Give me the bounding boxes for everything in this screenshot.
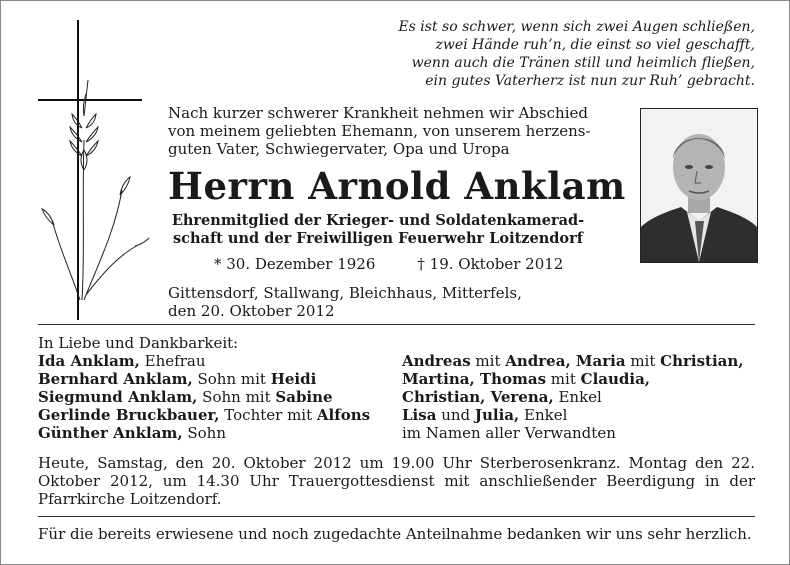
cross-with-wheat-icon xyxy=(30,20,160,320)
mourner-name: Sabine xyxy=(275,388,333,406)
portrait-photo xyxy=(640,108,758,263)
mourner-line xyxy=(402,352,744,370)
place-date xyxy=(168,284,522,320)
mourner-relation: und xyxy=(436,406,475,424)
life-dates xyxy=(214,255,563,273)
mourners-right xyxy=(402,352,744,442)
mourners-left xyxy=(38,334,370,442)
mourner-relation: im Namen aller Verwandten xyxy=(402,424,616,442)
service-info: Heute, Samstag, den 20. Oktober 2012 um 19.00 Uhr Sterberosenkranz. Montag den 22. Oktober 2012, um 14.30 Uhr Trauergottesdienst mit anschließender Beerdigung in der Pfarrkirche Loitzendorf. xyxy=(38,454,755,508)
mourner-name: Alfons xyxy=(316,406,371,424)
mourner-line xyxy=(38,370,370,388)
mourner-name: Lisa xyxy=(402,406,437,424)
death-date: † 19. Oktober 2012 xyxy=(417,255,564,273)
mourner-relation: Ehefrau xyxy=(139,352,206,370)
birth-date: * 30. Dezember 1926 xyxy=(214,255,376,273)
mourner-name: Ida Anklam, xyxy=(38,352,140,370)
intro-text xyxy=(168,104,591,158)
mourner-line xyxy=(402,406,744,424)
mourner-name: Martina, Thomas xyxy=(402,370,547,388)
mourner-relation: Sohn mit xyxy=(197,388,276,406)
mourner-name: Bernhard Anklam, xyxy=(38,370,193,388)
mourner-line xyxy=(38,406,370,424)
mourner-relation: Enkel xyxy=(519,406,568,424)
mourner-line xyxy=(38,352,370,370)
deceased-name: Herrn Arnold Anklam xyxy=(168,164,626,208)
divider xyxy=(38,324,755,325)
mourner-relation: mit xyxy=(470,352,506,370)
mourner-name: Christian, xyxy=(660,352,744,370)
poem-line: ein gutes Vaterherz ist nun zur Ruh’ gebracht. xyxy=(425,73,755,89)
mourner-relation: mit xyxy=(625,352,661,370)
intro-line: guten Vater, Schwiegervater, Opa und Uropa xyxy=(168,140,510,158)
honor-line: Ehrenmitglied der Krieger- und Soldatenkamerad- xyxy=(171,212,585,229)
honor-line: schaft und der Freiwilligen Feuerwehr Loitzendorf xyxy=(173,230,583,247)
mourner-relation: mit xyxy=(546,370,581,388)
thanks-text: Für die bereits erwiesene und noch zugedachte Anteilnahme bedanken wir uns sehr herzlich. xyxy=(38,525,752,543)
divider xyxy=(38,516,755,517)
mourner-line xyxy=(38,388,370,406)
place-line: den 20. Oktober 2012 xyxy=(168,302,335,320)
mourner-name: Christian, Verena, xyxy=(402,388,554,406)
intro-line: von meinem geliebten Ehemann, von unserem herzens- xyxy=(168,122,591,140)
mourner-name: Claudia, xyxy=(580,370,651,388)
mourner-name: Julia, xyxy=(474,406,520,424)
mourner-relation: Enkel xyxy=(553,388,602,406)
intro-line: Nach kurzer schwerer Krankheit nehmen wir Abschied xyxy=(168,104,588,122)
mourner-name: Günther Anklam, xyxy=(38,424,183,442)
mourner-name: Andrea, Maria xyxy=(505,352,626,370)
mourner-line xyxy=(402,424,744,442)
mourner-relation: Sohn mit xyxy=(192,370,271,388)
mourner-line xyxy=(402,388,744,406)
poem xyxy=(360,18,755,90)
mourners-heading: In Liebe und Dankbarkeit: xyxy=(38,334,239,352)
poem-line: zwei Hände ruh’n, die einst so viel geschafft, xyxy=(435,37,755,53)
poem-line: wenn auch die Tränen still und heimlich fließen, xyxy=(411,55,755,71)
mourner-name: Siegmund Anklam, xyxy=(38,388,198,406)
mourner-name: Gerlinde Bruckbauer, xyxy=(38,406,220,424)
mourner-relation: Sohn xyxy=(182,424,226,442)
mourner-name: Andreas xyxy=(402,352,471,370)
mourner-relation: Tochter mit xyxy=(219,406,317,424)
mourner-name: Heidi xyxy=(270,370,317,388)
place-line: Gittensdorf, Stallwang, Bleichhaus, Mitterfels, xyxy=(168,284,522,302)
honor-text xyxy=(168,212,588,248)
mourner-line xyxy=(38,424,370,442)
poem-line: Es ist so schwer, wenn sich zwei Augen schließen, xyxy=(398,19,755,35)
mourner-line xyxy=(402,370,744,388)
